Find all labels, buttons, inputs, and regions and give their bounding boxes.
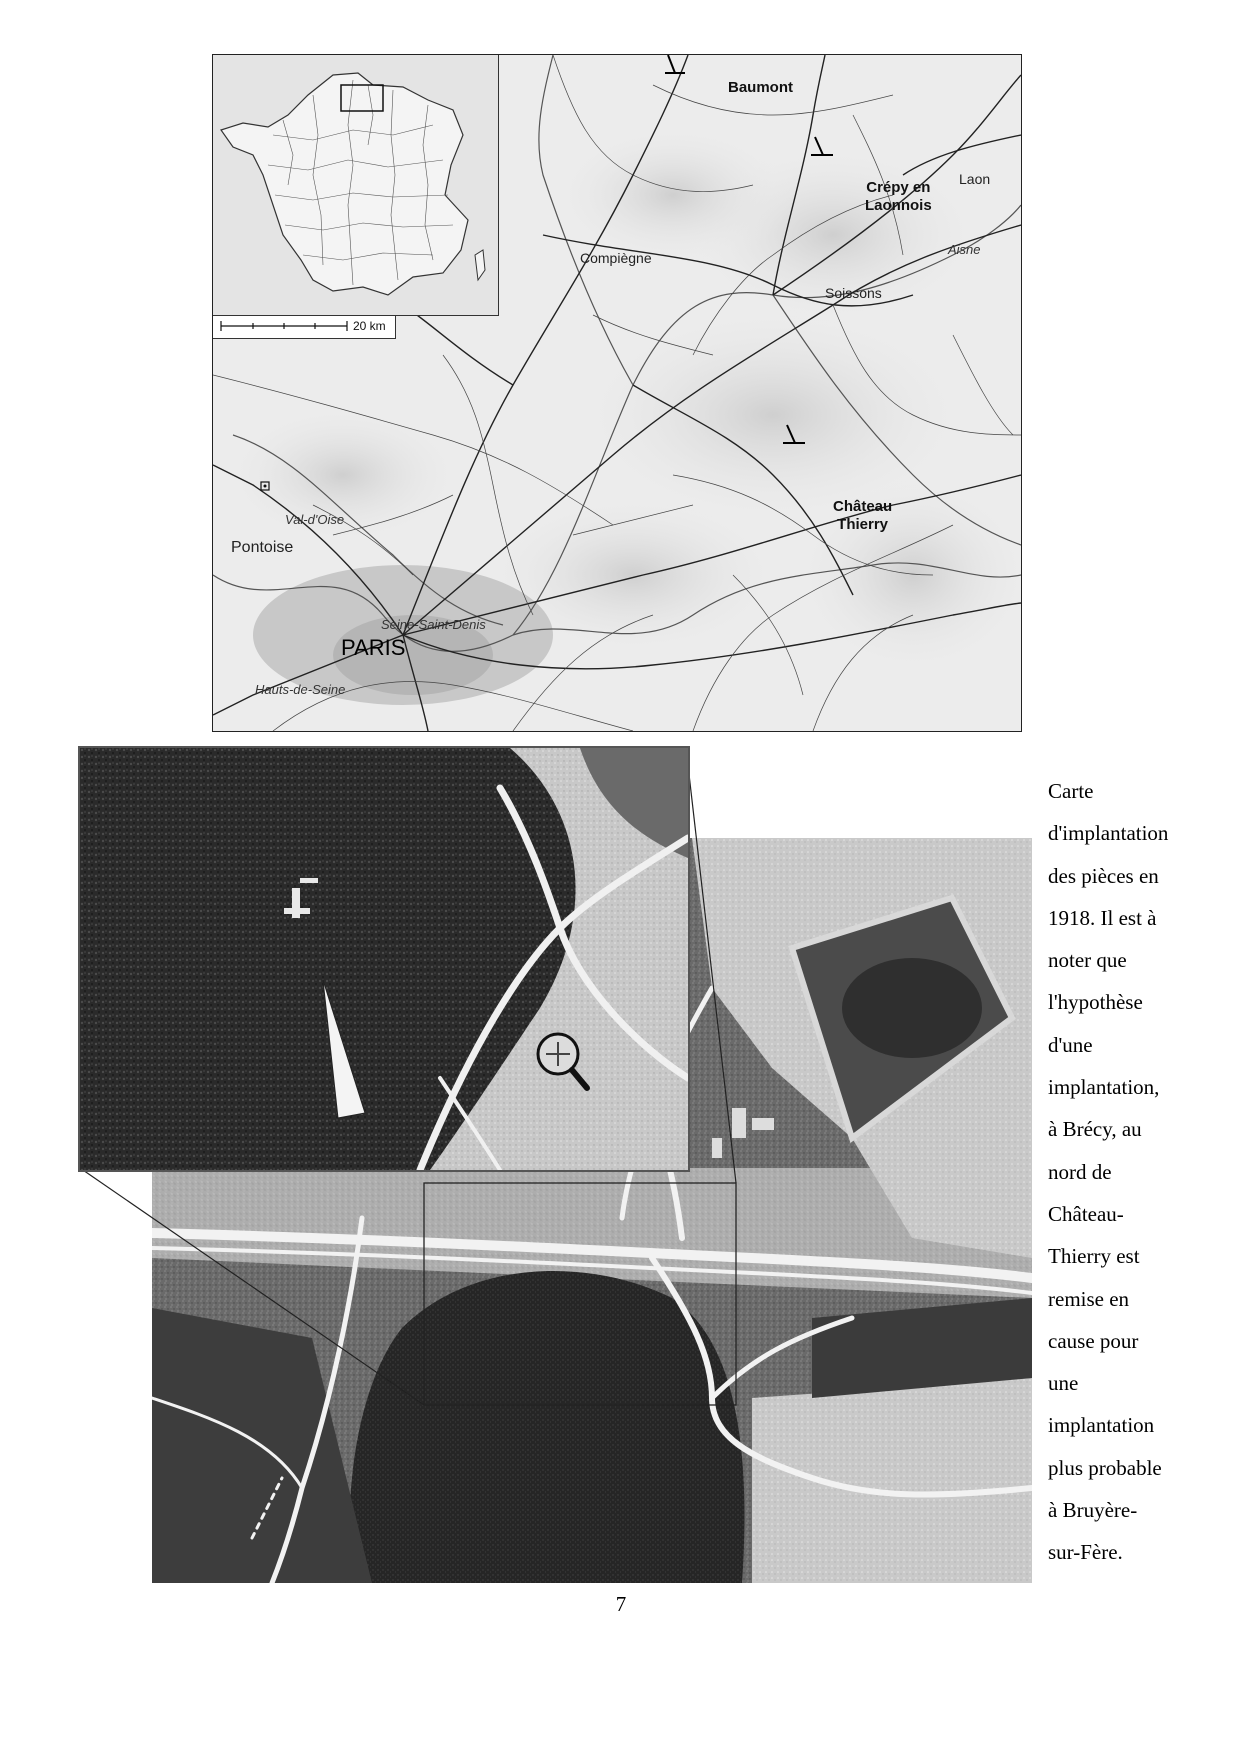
label-soissons: Soissons <box>825 285 882 301</box>
zoomed-photo-graphic <box>80 748 688 1170</box>
caption-line: remise en <box>1048 1286 1130 1311</box>
location-map <box>212 54 1022 732</box>
caption-line: à Brécy, au <box>1048 1117 1142 1142</box>
label-crepy-line1: Crépy en <box>866 179 931 196</box>
caption-line: à Bruyère- <box>1048 1498 1138 1523</box>
france-outline <box>213 55 498 315</box>
caption-line: plus probable <box>1048 1455 1162 1480</box>
label-compiegne: Compiègne <box>580 250 652 266</box>
label-crepy-en-laonnois <box>865 179 932 215</box>
scale-label: 20 km <box>353 319 386 333</box>
caption-line: Thierry est <box>1048 1244 1140 1269</box>
label-chateau-line1: Château <box>833 498 893 515</box>
scale-bar <box>213 316 396 339</box>
caption-line: Château- <box>1048 1201 1124 1226</box>
caption-line: nord de <box>1048 1159 1112 1184</box>
caption-line: des pièces en <box>1048 863 1159 888</box>
label-laon: Laon <box>959 171 991 187</box>
caption-line: d'implantation <box>1048 821 1169 846</box>
label-crepy-line2: Laonnois <box>865 197 932 214</box>
page-number: 7 <box>615 1592 627 1616</box>
caption-line: sur-Fère. <box>1048 1540 1123 1565</box>
label-paris: PARIS <box>341 635 406 660</box>
label-hauts-de-seine: Hauts-de-Seine <box>255 682 346 697</box>
caption-line: cause pour <box>1048 1328 1139 1353</box>
caption-line: d'une <box>1048 1032 1093 1057</box>
caption-line: implantation <box>1048 1413 1155 1438</box>
label-val-d-oise: Val-d'Oise <box>285 512 345 527</box>
label-aisne: Aisne <box>948 242 981 257</box>
caption-line: implantation, <box>1048 1075 1160 1100</box>
scale-ruler <box>213 316 353 338</box>
caption-line: 1918. Il est à <box>1048 905 1157 930</box>
caption-line: Carte <box>1048 779 1094 803</box>
label-seine-saint-denis: Seine-Saint-Denis <box>381 617 486 632</box>
caption-line: une <box>1048 1371 1079 1396</box>
label-pontoise: Pontoise <box>231 539 294 556</box>
caption-line: noter que <box>1048 948 1127 973</box>
zoomed-detail-inset <box>78 746 690 1172</box>
caption-line: l'hypothèse <box>1048 990 1143 1015</box>
france-inset-map <box>213 55 499 316</box>
label-chateau-line2: Thierry <box>837 516 889 533</box>
figure-caption <box>1048 770 1242 1574</box>
label-baumont: Baumont <box>728 79 793 96</box>
label-chateau-thierry <box>833 498 892 534</box>
